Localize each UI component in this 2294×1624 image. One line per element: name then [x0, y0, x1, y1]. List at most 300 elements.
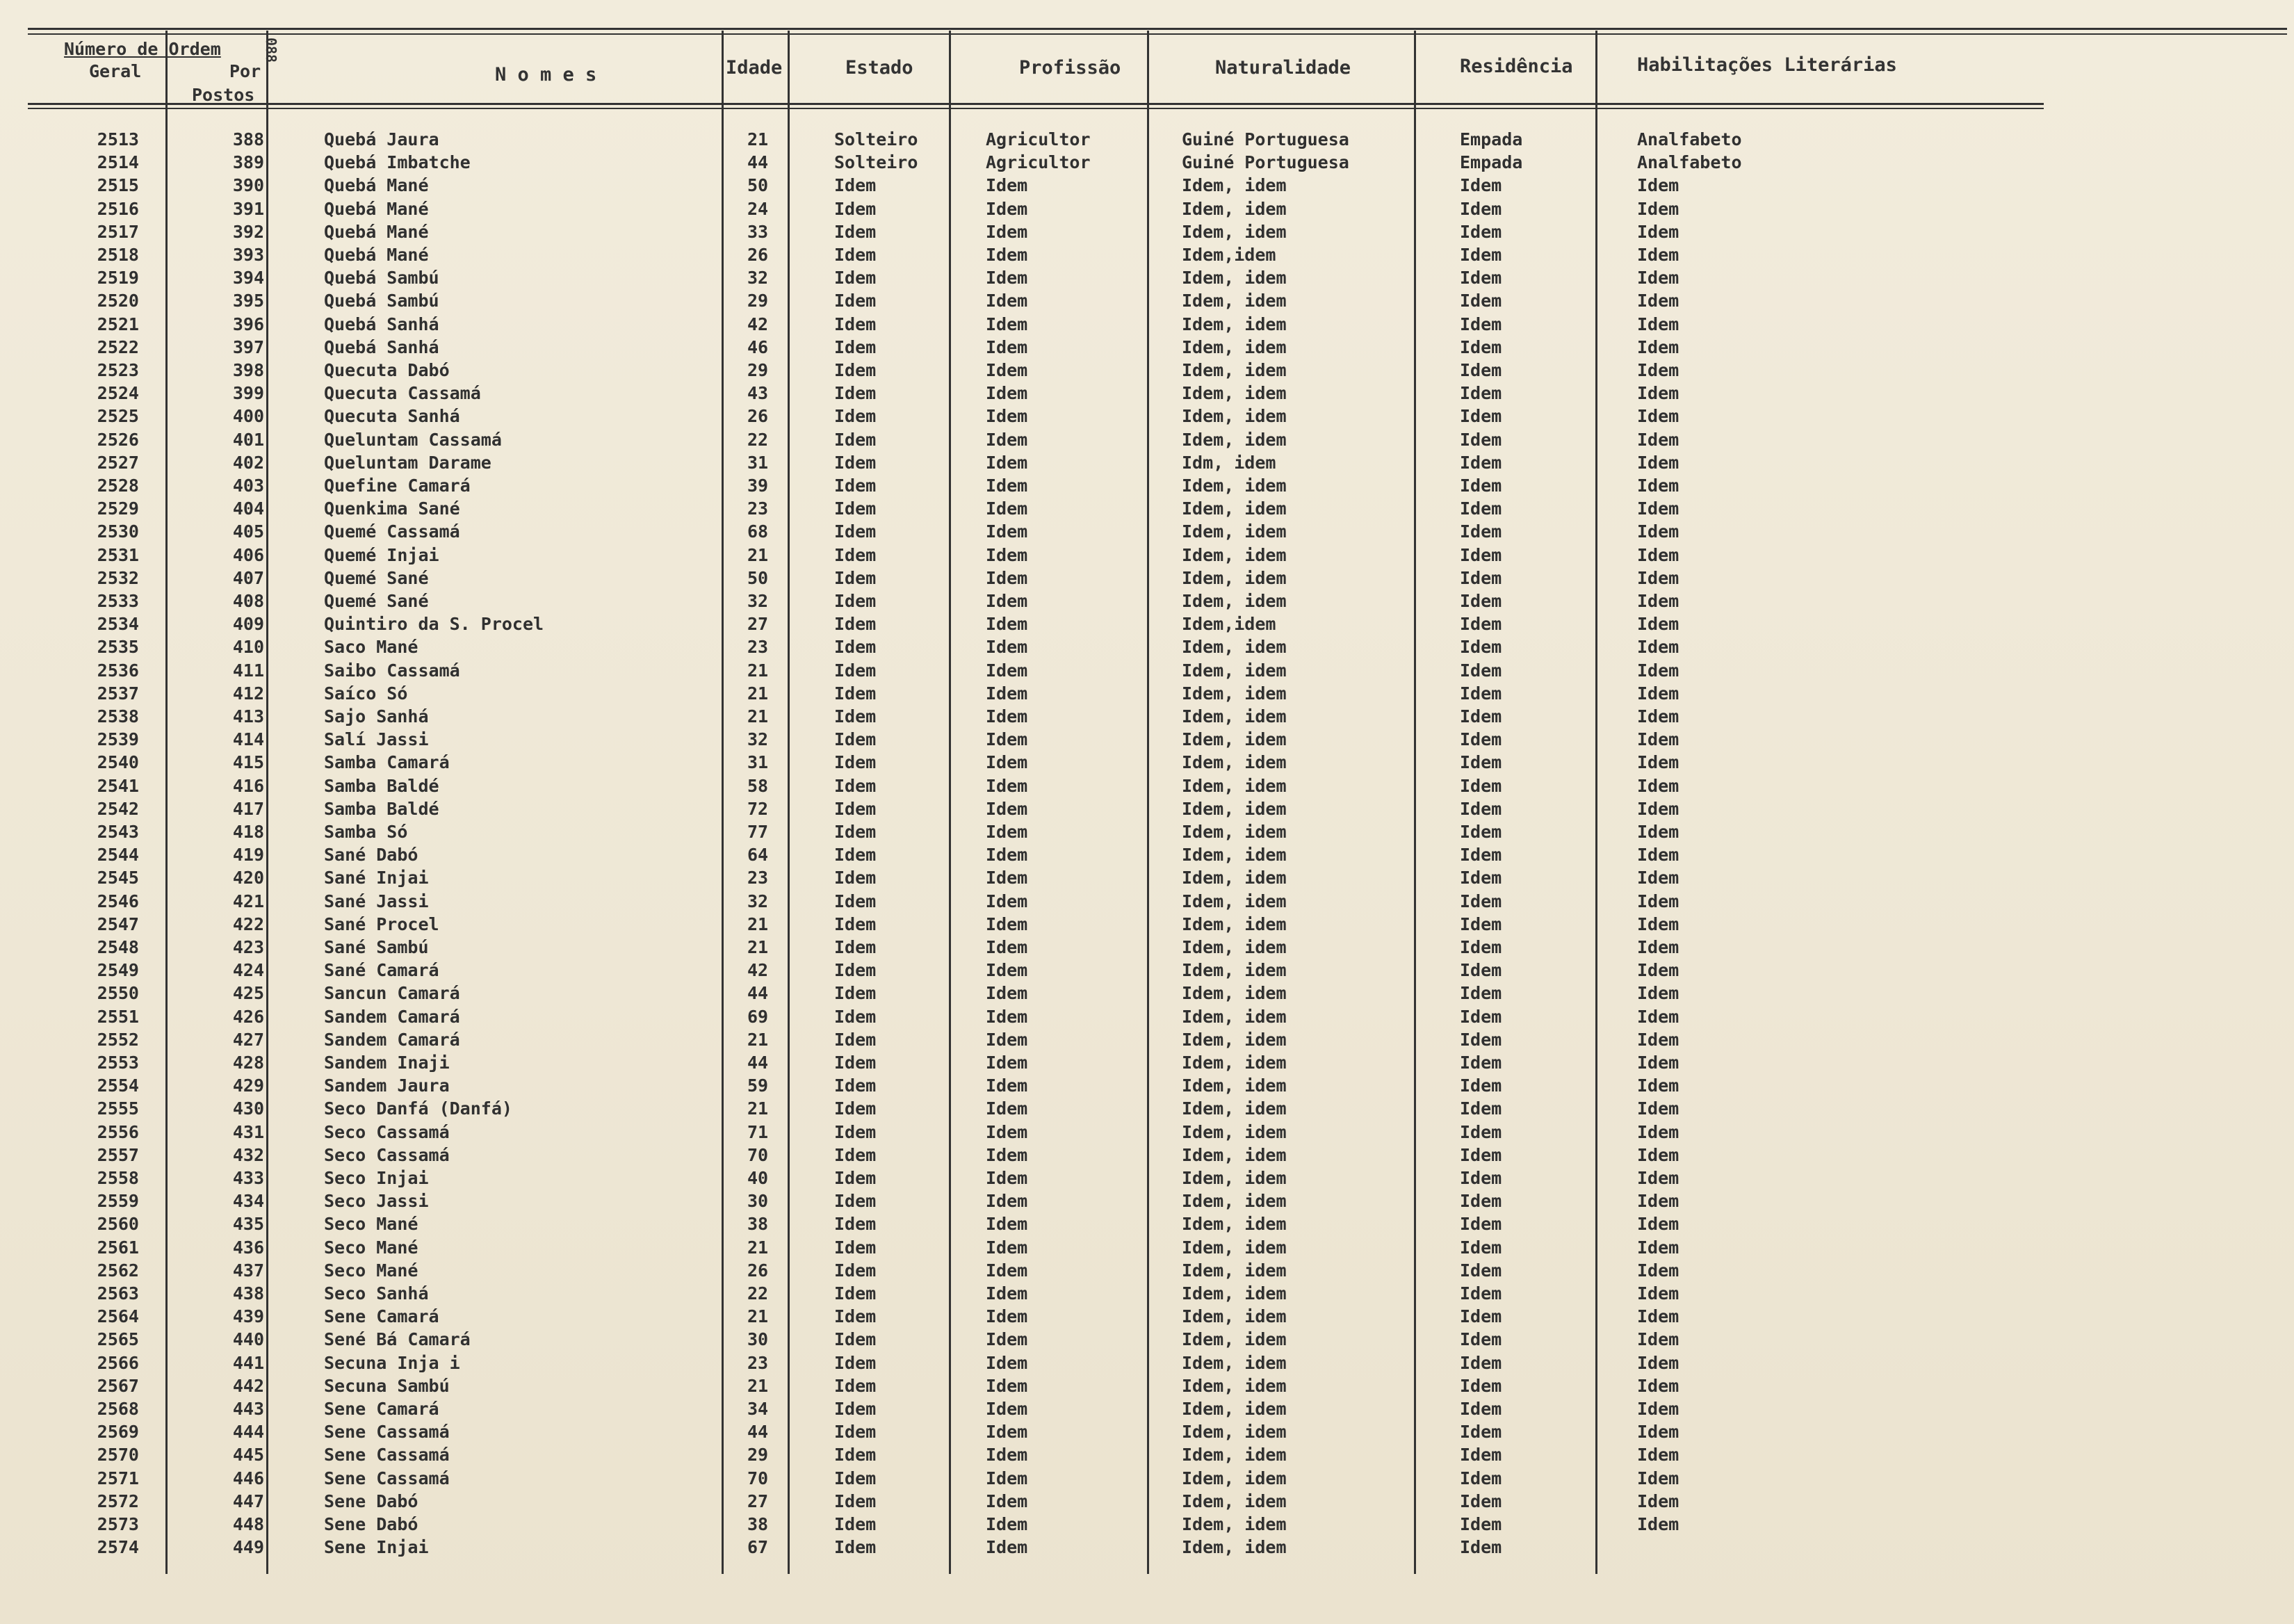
- cell-habilitacoes: Idem: [1637, 914, 1679, 934]
- cell-idade: 23: [747, 868, 769, 888]
- header-geral: Geral: [89, 61, 142, 81]
- cell-residencia: Idem: [1460, 822, 1502, 842]
- cell-nome: Sancun Camará: [324, 983, 460, 1004]
- cell-nome: Quebá Sambú: [324, 268, 439, 289]
- cell-nome: Quecuta Sanhá: [324, 406, 460, 427]
- cell-nome: Quenkima Sané: [324, 498, 460, 519]
- cell-numero-geral: 2573: [97, 1514, 139, 1534]
- cell-nome: Sané Procel: [324, 914, 439, 934]
- cell-profissao: Idem: [986, 498, 1028, 519]
- cell-habilitacoes: Idem: [1637, 1191, 1679, 1212]
- cell-habilitacoes: Idem: [1637, 1468, 1679, 1488]
- cell-numero-geral: 2535: [97, 637, 139, 658]
- cell-numero-geral: 2519: [97, 268, 139, 289]
- cell-numero-geral: 2534: [97, 614, 139, 635]
- cell-naturalidade: Idem, idem: [1182, 845, 1287, 866]
- cell-naturalidade: Idem, idem: [1182, 1029, 1287, 1050]
- cell-estado-civil: Idem: [834, 1422, 877, 1443]
- cell-habilitacoes: Idem: [1637, 406, 1679, 427]
- cell-habilitacoes: Idem: [1637, 498, 1679, 519]
- cell-habilitacoes: Idem: [1637, 1006, 1679, 1027]
- cell-habilitacoes: Idem: [1637, 1214, 1679, 1235]
- cell-naturalidade: Idem, idem: [1182, 868, 1287, 888]
- cell-habilitacoes: Idem: [1637, 637, 1679, 658]
- cell-habilitacoes: Idem: [1637, 1053, 1679, 1073]
- cell-numero-geral: 2557: [97, 1144, 139, 1165]
- cell-numero-posto: 416: [232, 775, 264, 796]
- cell-habilitacoes: Idem: [1637, 1121, 1679, 1142]
- cell-naturalidade: Idem, idem: [1182, 937, 1287, 957]
- cell-naturalidade: Idem, idem: [1182, 637, 1287, 658]
- cell-numero-geral: 2561: [97, 1237, 139, 1258]
- table-row: [0, 1191, 1679, 1214]
- cell-naturalidade: Idem, idem: [1182, 198, 1287, 219]
- cell-estado-civil: Idem: [834, 1352, 877, 1373]
- cell-estado-civil: Idem: [834, 845, 877, 866]
- cell-residencia: Idem: [1460, 1098, 1502, 1119]
- cell-estado-civil: Idem: [834, 591, 877, 611]
- cell-idade: 21: [747, 1375, 769, 1396]
- cell-estado-civil: Idem: [834, 1144, 877, 1165]
- table-row: [0, 660, 1679, 683]
- cell-numero-posto: 400: [232, 406, 264, 427]
- cell-residencia: Idem: [1460, 1306, 1502, 1327]
- cell-nome: Sene Dabó: [324, 1491, 418, 1511]
- cell-idade: 29: [747, 360, 769, 380]
- cell-estado-civil: Idem: [834, 1098, 877, 1119]
- cell-residencia: Idem: [1460, 683, 1502, 704]
- cell-habilitacoes: Idem: [1637, 1144, 1679, 1165]
- table-row: [0, 983, 1679, 1006]
- cell-residencia: Idem: [1460, 1445, 1502, 1465]
- cell-residencia: Idem: [1460, 1214, 1502, 1235]
- cell-profissao: Idem: [986, 775, 1028, 796]
- cell-numero-geral: 2529: [97, 498, 139, 519]
- cell-habilitacoes: Idem: [1637, 452, 1679, 473]
- cell-estado-civil: Idem: [834, 660, 877, 681]
- cell-numero-posto: 395: [232, 291, 264, 311]
- cell-profissao: Idem: [986, 752, 1028, 773]
- table-row: [0, 567, 1679, 591]
- table-row: [0, 1468, 1679, 1491]
- cell-nome: Sene Cassamá: [324, 1468, 450, 1488]
- cell-numero-geral: 2556: [97, 1121, 139, 1142]
- cell-idade: 29: [747, 291, 769, 311]
- cell-estado-civil: Idem: [834, 752, 877, 773]
- cell-profissao: Idem: [986, 960, 1028, 981]
- cell-numero-posto: 411: [232, 660, 264, 681]
- table-row: [0, 498, 1679, 521]
- cell-numero-posto: 424: [232, 960, 264, 981]
- cell-idade: 39: [747, 476, 769, 496]
- cell-naturalidade: Idem, idem: [1182, 914, 1287, 934]
- cell-profissao: Idem: [986, 175, 1028, 196]
- cell-numero-posto: 413: [232, 706, 264, 726]
- cell-naturalidade: Idem, idem: [1182, 822, 1287, 842]
- cell-idade: 43: [747, 383, 769, 404]
- cell-habilitacoes: Idem: [1637, 891, 1679, 911]
- cell-profissao: Idem: [986, 1237, 1028, 1258]
- cell-residencia: Idem: [1460, 1168, 1502, 1188]
- cell-naturalidade: Idem, idem: [1182, 891, 1287, 911]
- table-row: [0, 521, 1679, 544]
- table-row: [0, 775, 1679, 799]
- cell-estado-civil: Idem: [834, 336, 877, 357]
- cell-profissao: Idem: [986, 1422, 1028, 1443]
- table-row: [0, 1491, 1679, 1514]
- cell-naturalidade: Idem, idem: [1182, 960, 1287, 981]
- cell-idade: 31: [747, 752, 769, 773]
- cell-habilitacoes: Idem: [1637, 1237, 1679, 1258]
- cell-nome: Quefine Camará: [324, 476, 471, 496]
- cell-residencia: Idem: [1460, 983, 1502, 1004]
- cell-numero-geral: 2523: [97, 360, 139, 380]
- cell-estado-civil: Idem: [834, 891, 877, 911]
- cell-profissao: Idem: [986, 1029, 1028, 1050]
- cell-nome: Quecuta Dabó: [324, 360, 450, 380]
- cell-naturalidade: Idem, idem: [1182, 1214, 1287, 1235]
- top-rule-double: [28, 33, 2287, 35]
- cell-habilitacoes: Idem: [1637, 960, 1679, 981]
- cell-idade: 30: [747, 1191, 769, 1212]
- cell-nome: Seco Mané: [324, 1260, 418, 1281]
- cell-habilitacoes: Idem: [1637, 706, 1679, 726]
- cell-residencia: Idem: [1460, 937, 1502, 957]
- cell-nome: Sané Sambú: [324, 937, 429, 957]
- cell-idade: 44: [747, 983, 769, 1004]
- cell-numero-geral: 2554: [97, 1075, 139, 1096]
- cell-habilitacoes: Idem: [1637, 983, 1679, 1004]
- cell-idade: 24: [747, 198, 769, 219]
- cell-profissao: Idem: [986, 983, 1028, 1004]
- cell-residencia: Idem: [1460, 314, 1502, 334]
- cell-numero-posto: 389: [232, 152, 264, 173]
- cell-nome: Sané Camará: [324, 960, 439, 981]
- cell-nome: Seco Cassamá: [324, 1144, 450, 1165]
- cell-habilitacoes: Idem: [1637, 1422, 1679, 1443]
- cell-naturalidade: Idem, idem: [1182, 291, 1287, 311]
- cell-nome: Seco Jassi: [324, 1191, 429, 1212]
- cell-naturalidade: Idem, idem: [1182, 429, 1287, 450]
- cell-naturalidade: Idem, idem: [1182, 175, 1287, 196]
- table-row: [0, 845, 1679, 868]
- cell-profissao: Idem: [986, 521, 1028, 542]
- cell-numero-geral: 2555: [97, 1098, 139, 1119]
- cell-profissao: Idem: [986, 336, 1028, 357]
- cell-habilitacoes: Idem: [1637, 521, 1679, 542]
- cell-estado-civil: Idem: [834, 1121, 877, 1142]
- cell-idade: 32: [747, 729, 769, 750]
- table-row: [0, 706, 1679, 729]
- cell-numero-geral: 2533: [97, 591, 139, 611]
- cell-habilitacoes: Idem: [1637, 544, 1679, 565]
- cell-numero-geral: 2570: [97, 1445, 139, 1465]
- cell-idade: 22: [747, 429, 769, 450]
- cell-nome: Sene Cassamá: [324, 1422, 450, 1443]
- table-row: [0, 960, 1679, 983]
- table-row: [0, 591, 1679, 614]
- cell-habilitacoes: Idem: [1637, 221, 1679, 242]
- cell-naturalidade: Idem, idem: [1182, 406, 1287, 427]
- cell-estado-civil: Idem: [834, 521, 877, 542]
- cell-residencia: Idem: [1460, 1191, 1502, 1212]
- cell-profissao: Idem: [986, 1260, 1028, 1281]
- cell-profissao: Idem: [986, 1468, 1028, 1488]
- header-bottom-rule-double: [28, 108, 2044, 109]
- cell-nome: Sene Dabó: [324, 1514, 418, 1534]
- cell-habilitacoes: Idem: [1637, 1098, 1679, 1119]
- cell-nome: Seco Mané: [324, 1214, 418, 1235]
- cell-habilitacoes: Idem: [1637, 798, 1679, 819]
- cell-numero-posto: 440: [232, 1329, 264, 1350]
- cell-numero-posto: 439: [232, 1306, 264, 1327]
- cell-residencia: Idem: [1460, 452, 1502, 473]
- cell-idade: 70: [747, 1468, 769, 1488]
- cell-numero-posto: 392: [232, 221, 264, 242]
- cell-profissao: Idem: [986, 937, 1028, 957]
- table-row: [0, 683, 1679, 706]
- cell-numero-geral: 2532: [97, 567, 139, 588]
- table-row: [0, 891, 1679, 914]
- table-row: [0, 221, 1679, 245]
- table-row: [0, 1260, 1679, 1283]
- cell-nome: Sané Jassi: [324, 891, 429, 911]
- cell-naturalidade: Idem, idem: [1182, 1329, 1287, 1350]
- cell-profissao: Idem: [986, 476, 1028, 496]
- cell-habilitacoes: Idem: [1637, 383, 1679, 404]
- cell-habilitacoes: Idem: [1637, 729, 1679, 750]
- table-row: [0, 822, 1679, 845]
- cell-estado-civil: Idem: [834, 268, 877, 289]
- cell-naturalidade: Idem, idem: [1182, 1491, 1287, 1511]
- cell-idade: 59: [747, 1075, 769, 1096]
- cell-idade: 72: [747, 798, 769, 819]
- table-row: [0, 1306, 1679, 1329]
- cell-residencia: Idem: [1460, 291, 1502, 311]
- header-estado: Estado: [845, 57, 913, 79]
- cell-idade: 34: [747, 1399, 769, 1419]
- cell-idade: 32: [747, 891, 769, 911]
- cell-naturalidade: Guiné Portuguesa: [1182, 152, 1349, 173]
- cell-numero-geral: 2540: [97, 752, 139, 773]
- cell-numero-geral: 2538: [97, 706, 139, 726]
- cell-numero-geral: 2551: [97, 1006, 139, 1027]
- cell-habilitacoes: Idem: [1637, 360, 1679, 380]
- cell-numero-posto: 431: [232, 1121, 264, 1142]
- cell-idade: 23: [747, 637, 769, 658]
- header-postos: Postos: [192, 85, 255, 105]
- table-row: [0, 152, 1742, 175]
- cell-habilitacoes: Idem: [1637, 1352, 1679, 1373]
- cell-profissao: Idem: [986, 1306, 1028, 1327]
- table-row: [0, 476, 1679, 498]
- table-row: [0, 383, 1679, 406]
- cell-nome: Quebá Imbatche: [324, 152, 471, 173]
- cell-residencia: Idem: [1460, 591, 1502, 611]
- cell-numero-posto: 422: [232, 914, 264, 934]
- cell-nome: Seco Mané: [324, 1237, 418, 1258]
- top-rule: [28, 28, 2287, 30]
- cell-idade: 26: [747, 245, 769, 265]
- cell-nome: Quemé Cassamá: [324, 521, 460, 542]
- cell-numero-posto: 402: [232, 452, 264, 473]
- cell-numero-posto: 412: [232, 683, 264, 704]
- header-profissao: Profissão: [1019, 57, 1121, 79]
- cell-estado-civil: Idem: [834, 383, 877, 404]
- cell-numero-geral: 2522: [97, 336, 139, 357]
- cell-numero-geral: 2513: [97, 129, 139, 149]
- cell-numero-posto: 446: [232, 1468, 264, 1488]
- cell-naturalidade: Idem, idem: [1182, 1121, 1287, 1142]
- cell-habilitacoes: Idem: [1637, 614, 1679, 635]
- cell-estado-civil: Idem: [834, 683, 877, 704]
- cell-numero-geral: 2547: [97, 914, 139, 934]
- cell-numero-geral: 2520: [97, 291, 139, 311]
- cell-residencia: Idem: [1460, 637, 1502, 658]
- cell-numero-posto: 425: [232, 983, 264, 1004]
- cell-estado-civil: Idem: [834, 1053, 877, 1073]
- cell-idade: 21: [747, 706, 769, 726]
- cell-profissao: Idem: [986, 822, 1028, 842]
- cell-naturalidade: Idem, idem: [1182, 1144, 1287, 1165]
- cell-residencia: Idem: [1460, 1514, 1502, 1534]
- cell-idade: 44: [747, 1053, 769, 1073]
- cell-habilitacoes: Idem: [1637, 198, 1679, 219]
- cell-idade: 21: [747, 1306, 769, 1327]
- cell-profissao: Idem: [986, 1214, 1028, 1235]
- cell-habilitacoes: Idem: [1637, 245, 1679, 265]
- cell-profissao: Idem: [986, 1144, 1028, 1165]
- cell-idade: 33: [747, 221, 769, 242]
- cell-nome: Seco Injai: [324, 1168, 429, 1188]
- cell-estado-civil: Idem: [834, 1214, 877, 1235]
- cell-residencia: Idem: [1460, 775, 1502, 796]
- table-row: [0, 314, 1679, 337]
- cell-numero-posto: 403: [232, 476, 264, 496]
- cell-profissao: Idem: [986, 683, 1028, 704]
- cell-estado-civil: Idem: [834, 1237, 877, 1258]
- page-number: 088: [263, 37, 280, 63]
- cell-numero-geral: 2572: [97, 1491, 139, 1511]
- cell-idade: 32: [747, 591, 769, 611]
- cell-habilitacoes: Idem: [1637, 775, 1679, 796]
- table-row: [0, 1514, 1679, 1537]
- table-row: [0, 1029, 1679, 1053]
- cell-naturalidade: Idem, idem: [1182, 336, 1287, 357]
- table-row: [0, 798, 1679, 822]
- cell-nome: Sene Cassamá: [324, 1445, 450, 1465]
- cell-numero-geral: 2566: [97, 1352, 139, 1373]
- cell-idade: 44: [747, 152, 769, 173]
- cell-naturalidade: Idem, idem: [1182, 1306, 1287, 1327]
- cell-naturalidade: Idem, idem: [1182, 706, 1287, 726]
- cell-profissao: Idem: [986, 660, 1028, 681]
- cell-naturalidade: Idem, idem: [1182, 1399, 1287, 1419]
- cell-residencia: Idem: [1460, 1283, 1502, 1304]
- cell-idade: 50: [747, 567, 769, 588]
- cell-habilitacoes: Idem: [1637, 476, 1679, 496]
- cell-numero-geral: 2558: [97, 1168, 139, 1188]
- cell-naturalidade: Idem, idem: [1182, 1168, 1287, 1188]
- table-row: [0, 914, 1679, 937]
- cell-idade: 26: [747, 406, 769, 427]
- cell-naturalidade: Idem, idem: [1182, 1375, 1287, 1396]
- cell-naturalidade: Idem, idem: [1182, 498, 1287, 519]
- cell-numero-geral: 2563: [97, 1283, 139, 1304]
- cell-idade: 46: [747, 336, 769, 357]
- cell-habilitacoes: Idem: [1637, 1260, 1679, 1281]
- cell-nome: Quebá Jaura: [324, 129, 439, 149]
- cell-naturalidade: Idem,idem: [1182, 614, 1276, 635]
- cell-nome: Secuna Sambú: [324, 1375, 450, 1396]
- cell-residencia: Idem: [1460, 960, 1502, 981]
- cell-nome: Samba Só: [324, 822, 408, 842]
- table-row: [0, 245, 1679, 268]
- cell-habilitacoes: Idem: [1637, 1329, 1679, 1350]
- table-row: [0, 1399, 1679, 1422]
- cell-estado-civil: Idem: [834, 567, 877, 588]
- cell-residencia: Idem: [1460, 1121, 1502, 1142]
- cell-numero-geral: 2545: [97, 868, 139, 888]
- cell-habilitacoes: Idem: [1637, 1168, 1679, 1188]
- cell-idade: 30: [747, 1329, 769, 1350]
- cell-residencia: Idem: [1460, 1260, 1502, 1281]
- cell-numero-posto: 391: [232, 198, 264, 219]
- cell-profissao: Idem: [986, 1075, 1028, 1096]
- cell-numero-posto: 444: [232, 1422, 264, 1443]
- cell-profissao: Idem: [986, 245, 1028, 265]
- cell-habilitacoes: Idem: [1637, 291, 1679, 311]
- cell-numero-geral: 2574: [97, 1537, 139, 1558]
- cell-profissao: Idem: [986, 614, 1028, 635]
- cell-profissao: Idem: [986, 1537, 1028, 1558]
- cell-residencia: Idem: [1460, 498, 1502, 519]
- cell-idade: 26: [747, 1260, 769, 1281]
- cell-estado-civil: Idem: [834, 198, 877, 219]
- cell-idade: 44: [747, 1422, 769, 1443]
- cell-naturalidade: Idem, idem: [1182, 729, 1287, 750]
- cell-estado-civil: Idem: [834, 706, 877, 726]
- cell-naturalidade: Idem, idem: [1182, 983, 1287, 1004]
- cell-numero-posto: 415: [232, 752, 264, 773]
- cell-profissao: Idem: [986, 729, 1028, 750]
- cell-idade: 21: [747, 1237, 769, 1258]
- cell-idade: 22: [747, 1283, 769, 1304]
- cell-profissao: Agricultor: [986, 152, 1091, 173]
- table-row: [0, 1329, 1679, 1352]
- cell-numero-posto: 396: [232, 314, 264, 334]
- header-por: Por: [229, 61, 261, 81]
- cell-naturalidade: Idem, idem: [1182, 775, 1287, 796]
- cell-estado-civil: Idem: [834, 245, 877, 265]
- table-row: [0, 175, 1679, 198]
- cell-habilitacoes: Idem: [1637, 1445, 1679, 1465]
- cell-numero-geral: 2548: [97, 937, 139, 957]
- table-row: [0, 1445, 1679, 1468]
- cell-naturalidade: Idem, idem: [1182, 360, 1287, 380]
- cell-numero-geral: 2525: [97, 406, 139, 427]
- table-row: [0, 429, 1679, 453]
- cell-naturalidade: Idem, idem: [1182, 476, 1287, 496]
- cell-estado-civil: Solteiro: [834, 129, 918, 149]
- cell-residencia: Idem: [1460, 798, 1502, 819]
- cell-nome: Samba Camará: [324, 752, 450, 773]
- cell-habilitacoes: Idem: [1637, 1283, 1679, 1304]
- cell-residencia: Idem: [1460, 1029, 1502, 1050]
- cell-residencia: Idem: [1460, 891, 1502, 911]
- cell-numero-posto: 429: [232, 1075, 264, 1096]
- cell-nome: Sene Injai: [324, 1537, 429, 1558]
